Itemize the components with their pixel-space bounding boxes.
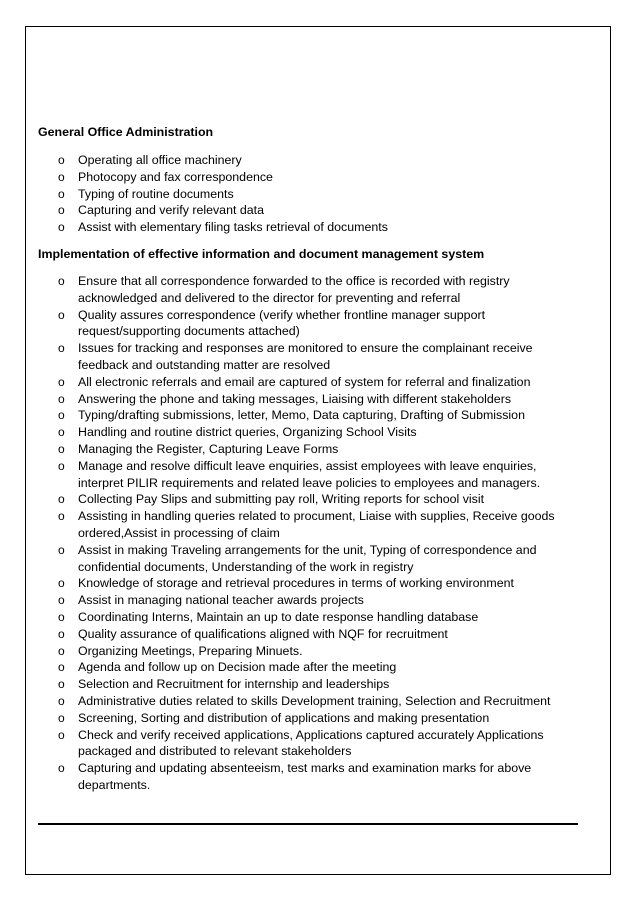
list-item-text: Answering the phone and taking messages, Liaising with different stakeholders: [78, 391, 512, 406]
list-item: [38, 491, 583, 508]
list-item-text: Capturing and updating absenteeism, test marks and examination marks for above departments.: [78, 761, 532, 792]
list-item: [38, 458, 583, 492]
bullet-marker: o: [58, 441, 65, 456]
list-item: [38, 340, 583, 374]
section-heading-implementation: Implementation of effective information and document management system: [38, 246, 485, 261]
bullet-marker: o: [58, 169, 65, 184]
list-item-text: Assist in making Traveling arrangements for the unit, Typing of correspondence and confidential documents, Understanding of the work in registry: [78, 542, 537, 574]
list-item: [38, 169, 583, 186]
list-item-text: Ensure that all correspondence forwarded to the office is recorded with registry acknowledged and delivered to the director for preventing and referral: [78, 273, 510, 305]
list-item: [38, 710, 583, 727]
bullet-marker: o: [58, 761, 65, 776]
list-item: [38, 693, 583, 710]
bullet-marker: o: [58, 203, 65, 218]
bullet-marker: o: [58, 710, 65, 725]
list-item-text: Knowledge of storage and retrieval procedures in terms of working environment: [78, 576, 514, 591]
list-item-text: Assisting in handling queries related to procument, Liaise with supplies, Receive goods ordered,Assist in processing of claim: [78, 509, 555, 540]
list-item: [38, 307, 583, 341]
bullet-marker: o: [58, 391, 65, 406]
list-item-text: Quality assures correspondence (verify whether frontline manager support request/supporting documents attached): [78, 307, 486, 339]
list-item-text: Organizing Meetings, Preparing Minuets.: [78, 643, 303, 658]
bullet-marker: o: [58, 153, 65, 167]
bullet-marker: o: [58, 609, 65, 624]
list-item: [38, 508, 583, 542]
bullet-marker: o: [58, 509, 65, 524]
bullet-list-implementation: [38, 273, 583, 794]
list-item-text: Handling and routine district queries, Organizing School Visits: [78, 425, 417, 440]
list-item-text: Check and verify received applications, Applications captured accurately Applications packaged and distributed to relevant stakeholders: [78, 727, 544, 759]
bullet-marker: o: [58, 626, 65, 641]
list-item-text: Coordinating Interns, Maintain an up to date response handling database: [78, 609, 479, 624]
list-item: [38, 659, 583, 676]
section-heading-general-office-administration: General Office Administration: [38, 125, 214, 139]
bullet-marker: o: [58, 643, 65, 658]
list-item: [38, 391, 583, 408]
bullet-marker: o: [58, 273, 65, 288]
list-item: [38, 202, 583, 219]
footer-rule: [38, 823, 578, 825]
list-item-text: Typing of routine documents: [78, 186, 234, 201]
bullet-marker: o: [58, 458, 65, 473]
list-item-text: Operating all office machinery: [78, 153, 242, 167]
list-item-text: Selection and Recruitment for internship and leaderships: [78, 677, 390, 692]
list-item: [38, 273, 583, 307]
bullet-marker: o: [58, 593, 65, 608]
list-item: [38, 407, 583, 424]
list-item: [38, 760, 583, 794]
list-item-text: Screening, Sorting and distribution of applications and making presentation: [78, 710, 490, 725]
bullet-marker: o: [58, 425, 65, 440]
list-item: [38, 575, 583, 592]
list-item-text: Photocopy and fax correspondence: [78, 169, 273, 184]
bullet-marker: o: [58, 660, 65, 675]
list-item: [38, 609, 583, 626]
bullet-list-general-office-administration: [38, 152, 583, 236]
bullet-marker: o: [58, 374, 65, 389]
list-item: [38, 727, 583, 761]
list-item: [38, 676, 583, 693]
bullet-marker: o: [58, 408, 65, 423]
list-item-text: Issues for tracking and responses are monitored to ensure the complainant receive feedback and outstanding matter are resolved: [78, 341, 533, 372]
list-item-text: Assist with elementary filing tasks retrieval of documents: [78, 220, 388, 235]
bullet-marker: o: [58, 220, 65, 235]
list-item: [38, 643, 583, 660]
list-item-text: Quality assurance of qualifications aligned with NQF for recruitment: [78, 626, 448, 641]
list-item: [38, 152, 583, 169]
list-item: [38, 186, 583, 203]
list-item-text: Administrative duties related to skills Development training, Selection and Recruitment: [78, 693, 551, 708]
list-item-text: Managing the Register, Capturing Leave Forms: [78, 441, 339, 456]
list-item: [38, 219, 583, 236]
list-item-text: Typing/drafting submissions, letter, Memo, Data capturing, Drafting of Submission: [78, 408, 525, 423]
list-item: [38, 542, 583, 576]
bullet-marker: o: [58, 341, 65, 356]
list-item-text: Agenda and follow up on Decision made after the meeting: [78, 660, 397, 675]
bullet-marker: o: [58, 492, 65, 507]
list-item: [38, 626, 583, 643]
document-body: [38, 124, 583, 794]
bullet-marker: o: [58, 542, 65, 557]
list-item: [38, 441, 583, 458]
list-item-text: Assist in managing national teacher awards projects: [78, 593, 364, 608]
list-item-text: Manage and resolve difficult leave enquiries, assist employees with leave enquiries, interpret PILIR requirements and related leave policies to employees and managers.: [78, 458, 541, 490]
list-item: [38, 424, 583, 441]
list-item: [38, 374, 583, 391]
bullet-marker: o: [58, 186, 65, 201]
list-item-text: All electronic referrals and email are captured of system for referral and finalization: [78, 374, 531, 389]
bullet-marker: o: [58, 727, 65, 742]
bullet-marker: o: [58, 677, 65, 692]
bullet-marker: o: [58, 576, 65, 591]
bullet-marker: o: [58, 307, 65, 322]
bullet-marker: o: [58, 693, 65, 708]
list-item-text: Collecting Pay Slips and submitting pay roll, Writing reports for school visit: [78, 492, 485, 507]
list-item: [38, 592, 583, 609]
list-item-text: Capturing and verify relevant data: [78, 203, 264, 218]
